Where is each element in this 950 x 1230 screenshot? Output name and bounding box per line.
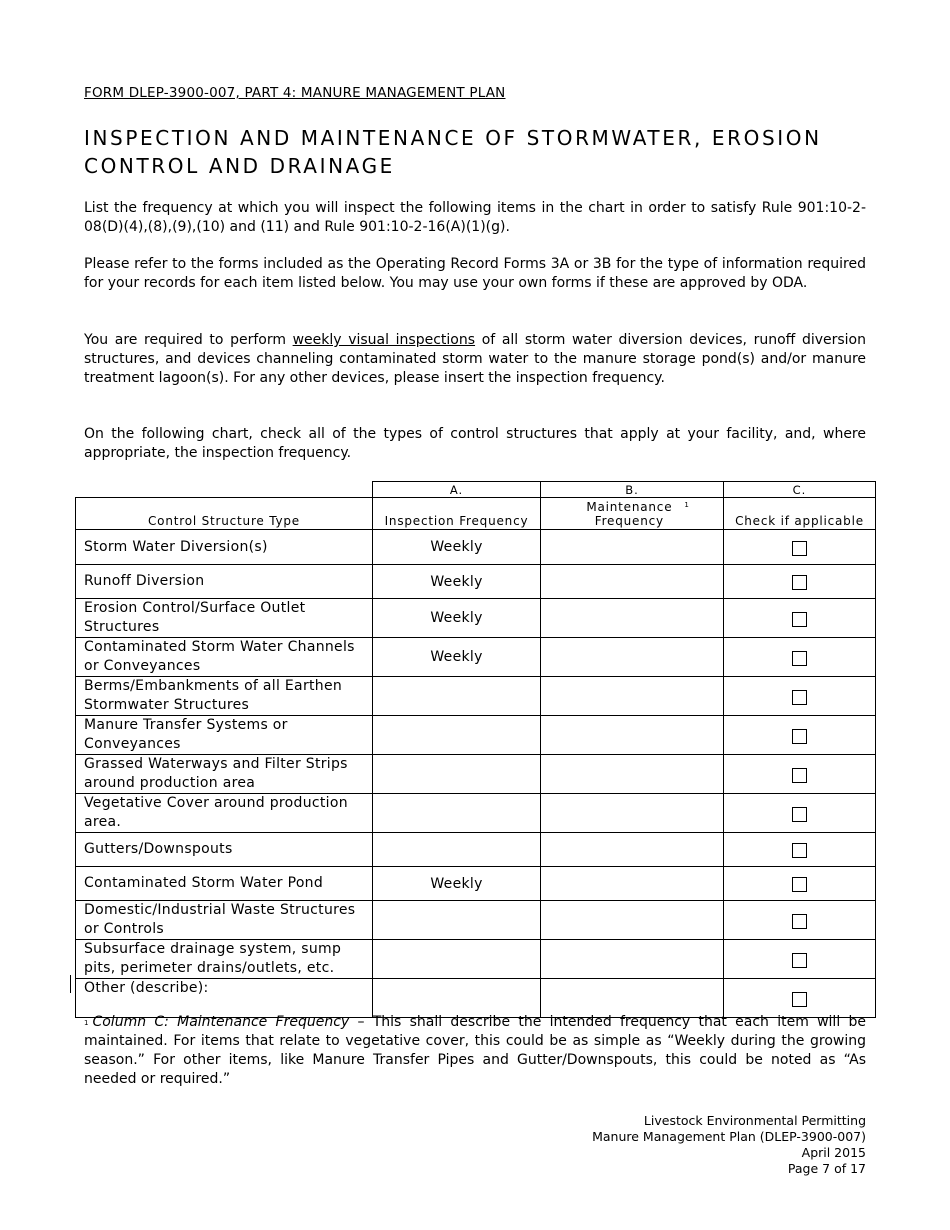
maintenance-frequency-cell[interactable] [541,638,724,677]
check-cell [724,979,876,1018]
column-letter-row [76,482,876,498]
table-row [76,901,876,940]
check-cell [724,901,876,940]
applicable-checkbox[interactable] [792,651,807,666]
inspection-frequency-cell[interactable] [373,979,541,1018]
check-cell [724,599,876,638]
control-structure-label: Other (describe): [76,979,373,1018]
table-row [76,638,876,677]
applicable-checkbox[interactable] [792,843,807,858]
control-structure-label: Grassed Waterways and Filter Strips around production area [76,755,373,794]
applicable-checkbox[interactable] [792,541,807,556]
check-cell [724,867,876,901]
table-row [76,677,876,716]
check-cell [724,530,876,565]
maintenance-frequency-cell[interactable] [541,716,724,755]
control-structure-label: Manure Transfer Systems or Conveyances [76,716,373,755]
footnote [84,1013,866,1089]
maintenance-frequency-cell[interactable] [541,867,724,901]
footer-line-2: Manure Management Plan (DLEP-3900-007) [592,1129,866,1144]
table-row [76,599,876,638]
footnote-ref-1: 1 [684,501,690,509]
maintenance-frequency-cell[interactable] [541,565,724,599]
table-row [76,530,876,565]
applicable-checkbox[interactable] [792,729,807,744]
page-title: INSPECTION AND MAINTENANCE OF STORMWATER, EROSION CONTROL AND DRAINAGE [84,126,822,178]
p3-after: of all storm water diversion devices, runoff diversion structures, and devices channeling contaminated storm water to the manure storage pond(s) and/or manure treatment lagoon(s). For any other devices, please insert the inspection frequency. [84,332,866,386]
check-cell [724,716,876,755]
footer-line-1: Livestock Environmental Permitting [643,1113,866,1128]
table-row [76,833,876,867]
maintenance-frequency-cell[interactable] [541,599,724,638]
column-letter-c: C. [724,482,876,498]
check-cell [724,677,876,716]
header-check-if-applicable: Check if applicable [724,498,876,530]
maintenance-frequency-cell[interactable] [541,833,724,867]
maintenance-frequency-cell[interactable] [541,940,724,979]
header-row [76,498,876,530]
table-row [76,716,876,755]
header-maintenance-frequency [541,498,724,530]
maintenance-header-label: Maintenance Frequency [586,500,673,528]
table-row [76,565,876,599]
control-structure-label: Contaminated Storm Water Pond [76,867,373,901]
inspection-frequency-cell[interactable] [373,940,541,979]
control-structure-label: Berms/Embankments of all Earthen Stormwater Structures [76,677,373,716]
applicable-checkbox[interactable] [792,807,807,822]
instruction-paragraph-2: Please refer to the forms included as the Operating Record Forms 3A or 3B for the type of information required for your records for each item listed below. You may use your own forms if these are approved by ODA. [84,256,866,291]
check-cell [724,638,876,677]
inspection-frequency-cell[interactable]: Weekly [373,530,541,565]
control-structure-label: Contaminated Storm Water Channels or Conveyances [76,638,373,677]
instruction-paragraph-1: List the frequency at which you will inspect the following items in the chart in order to satisfy Rule 901:10-2-08(D)(4),(8),(9),(10) and (11) and Rule 901:10-2-16(A)(1)(g). [84,200,866,235]
control-structure-label: Erosion Control/Surface Outlet Structures [76,599,373,638]
column-letter-b: B. [541,482,724,498]
weekly-visual-inspections-emphasis: weekly visual inspections [292,332,476,348]
inspection-frequency-cell[interactable] [373,755,541,794]
table-row [76,867,876,901]
blank-corner-cell [76,482,373,498]
applicable-checkbox[interactable] [792,992,807,1007]
check-cell [724,833,876,867]
inspection-frequency-cell[interactable]: Weekly [373,638,541,677]
applicable-checkbox[interactable] [792,575,807,590]
table-row [76,979,876,1018]
control-structure-label: Vegetative Cover around production area. [76,794,373,833]
check-cell [724,565,876,599]
maintenance-frequency-cell[interactable] [541,979,724,1018]
applicable-checkbox[interactable] [792,612,807,627]
inspection-frequency-cell[interactable] [373,833,541,867]
applicable-checkbox[interactable] [792,768,807,783]
maintenance-frequency-cell[interactable] [541,794,724,833]
p3-before: You are required to perform [84,332,293,348]
page-footer [592,1113,866,1177]
maintenance-frequency-cell[interactable] [541,530,724,565]
text-cursor [70,975,71,993]
applicable-checkbox[interactable] [792,914,807,929]
instruction-paragraph-3 [84,331,866,388]
table-row [76,940,876,979]
footnote-italic-label: Column C: Maintenance Frequency [92,1014,350,1030]
footer-line-3: April 2015 [801,1145,866,1160]
inspection-frequency-cell[interactable] [373,716,541,755]
footnote-mark: 1 [84,1019,89,1027]
instruction-paragraph-4: On the following chart, check all of the types of control structures that apply at your facility, and, where appropriate, the inspection frequency. [84,426,866,461]
inspection-frequency-cell[interactable]: Weekly [373,867,541,901]
footer-page-number: Page 7 of 17 [787,1161,866,1176]
applicable-checkbox[interactable] [792,690,807,705]
control-structure-label: Domestic/Industrial Waste Structures or Controls [76,901,373,940]
control-structure-label: Runoff Diversion [76,565,373,599]
control-structure-label: Storm Water Diversion(s) [76,530,373,565]
control-structure-label: Subsurface drainage system, sump pits, perimeter drains/outlets, etc. [76,940,373,979]
check-cell [724,940,876,979]
inspection-frequency-cell[interactable]: Weekly [373,599,541,638]
check-cell [724,794,876,833]
header-inspection-frequency: Inspection Frequency [373,498,541,530]
control-structure-table [75,481,876,1018]
inspection-frequency-cell[interactable]: Weekly [373,565,541,599]
maintenance-frequency-cell[interactable] [541,677,724,716]
table-row [76,755,876,794]
column-letter-a: A. [373,482,541,498]
header-control-structure-type: Control Structure Type [76,498,373,530]
maintenance-frequency-cell[interactable] [541,755,724,794]
inspection-frequency-cell[interactable] [373,901,541,940]
inspection-frequency-cell[interactable] [373,677,541,716]
table-row [76,794,876,833]
maintenance-frequency-cell[interactable] [541,901,724,940]
inspection-frequency-cell[interactable] [373,794,541,833]
applicable-checkbox[interactable] [792,953,807,968]
form-id-heading: FORM DLEP-3900-007, PART 4: MANURE MANAGEMENT PLAN [84,85,506,101]
check-cell [724,755,876,794]
applicable-checkbox[interactable] [792,877,807,892]
control-structure-label: Gutters/Downspouts [76,833,373,867]
footnote-text: – This shall describe the intended frequency that each item will be maintained. For items that relate to vegetative cover, this could be as simple as “Weekly during the growing season.” For other items, like Manure Transfer Pipes and Gutter/Downspouts, this could be noted as “As needed or required.” [84,1014,866,1087]
